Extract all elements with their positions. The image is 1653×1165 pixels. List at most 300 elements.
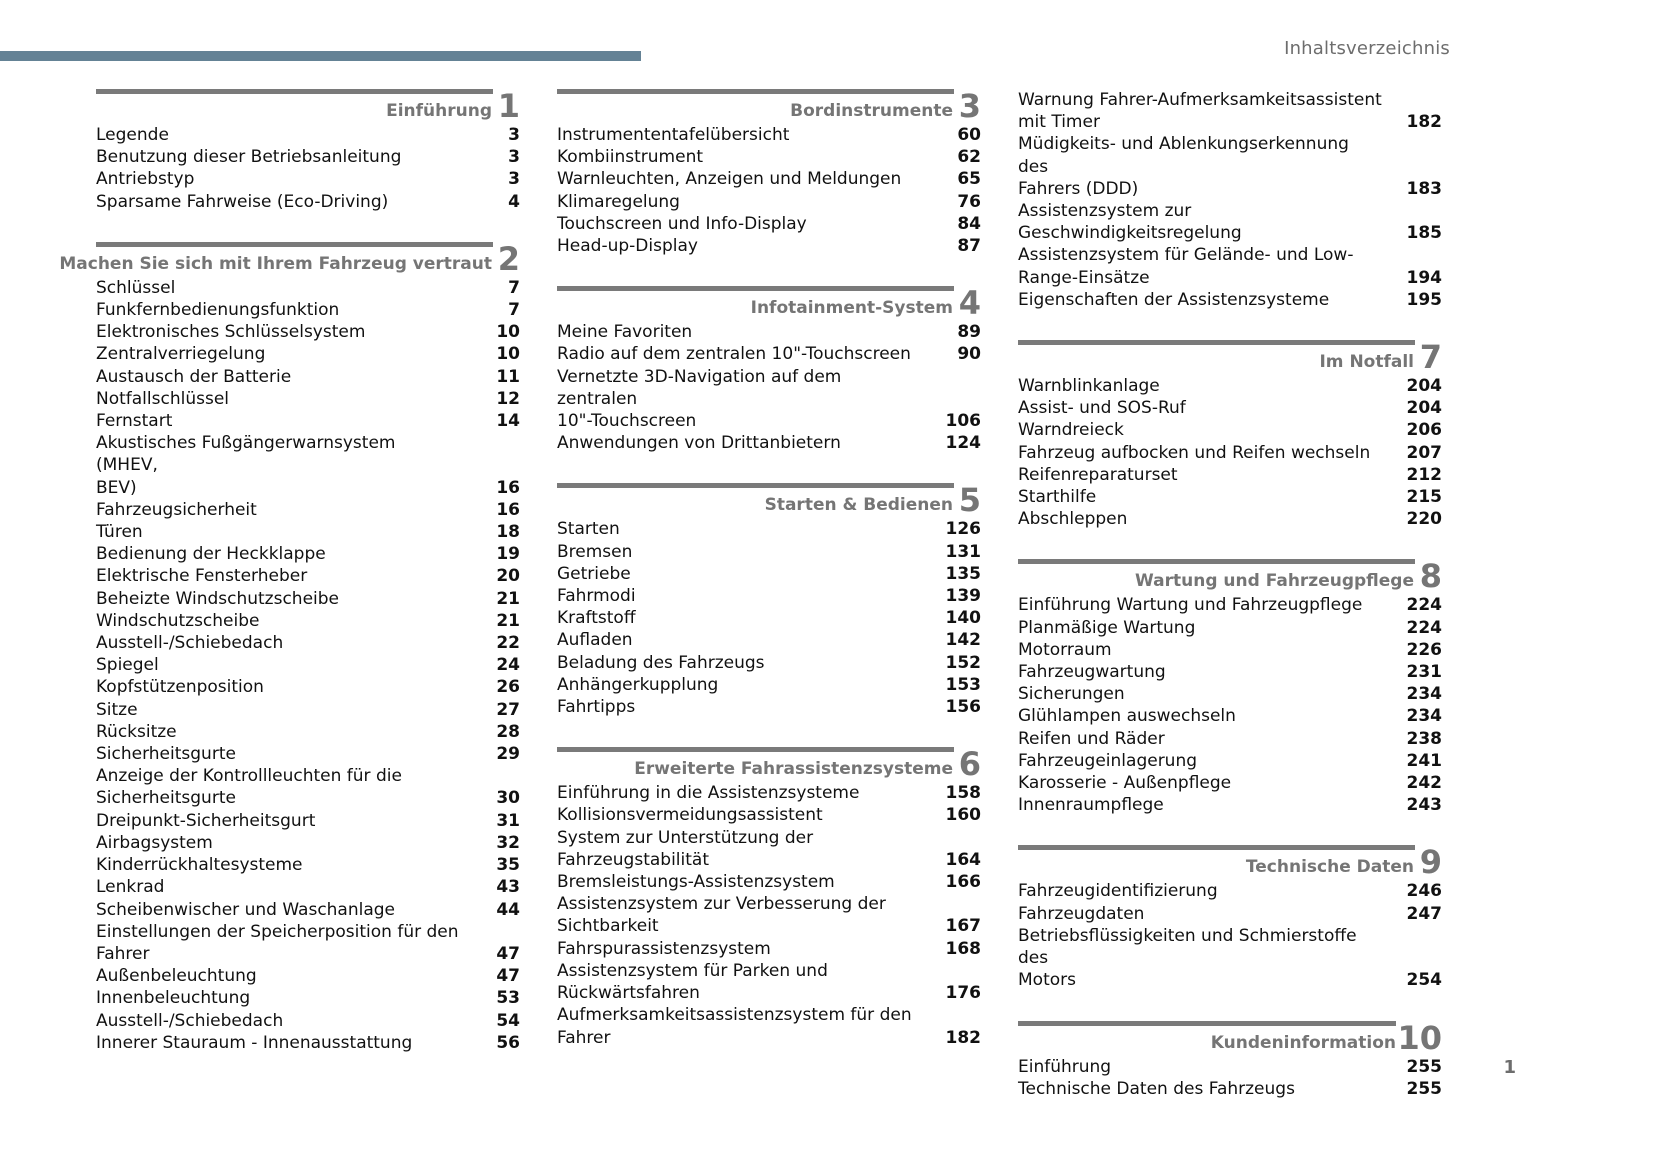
toc-entry[interactable]	[96, 676, 520, 698]
toc-entry-page: 158	[945, 783, 981, 804]
section-divider	[557, 286, 954, 291]
toc-entry-page: 62	[957, 147, 981, 168]
toc-entry-title: Fahrzeugeinlagerung	[1018, 750, 1198, 771]
toc-entry[interactable]	[1018, 750, 1442, 772]
toc-entry[interactable]	[96, 832, 520, 854]
toc-entry-title-line: Akustisches Fußgängerwarnsystem (MHEV,	[96, 433, 396, 476]
chapter-number: 7	[1419, 338, 1442, 377]
toc-entry-title: Scheibenwischer und Waschanlage	[96, 899, 396, 920]
toc-entry[interactable]	[557, 629, 981, 651]
toc-entry-title-line: Geschwindigkeitsregelung	[1018, 223, 1242, 244]
toc-entry-title-line: Assistenzsystem für Gelände- und Low-	[1018, 245, 1354, 266]
toc-entry[interactable]	[1018, 903, 1442, 925]
toc-column-2	[557, 89, 981, 1078]
toc-entry-page: 28	[496, 721, 520, 742]
toc-entry-page: 254	[1406, 970, 1442, 991]
section-header[interactable]	[96, 89, 520, 124]
toc-entry-title: Notfallschlüssel	[96, 388, 230, 409]
toc-entry-title: Warnleuchten, Anzeigen und Meldungen	[557, 169, 902, 190]
toc-entry-page: 65	[957, 169, 981, 190]
section-title: Einführung	[386, 101, 492, 121]
toc-entry-title: Radio auf dem zentralen 10"-Touchscreen	[557, 344, 911, 365]
toc-entry[interactable]	[557, 871, 981, 893]
toc-entry[interactable]	[1018, 639, 1442, 661]
toc-entry-title-line: Fahrer	[96, 943, 150, 964]
toc-entry[interactable]	[1018, 419, 1442, 441]
toc-entry[interactable]	[557, 782, 981, 804]
toc-entry[interactable]	[1018, 880, 1442, 902]
toc-entry[interactable]	[96, 765, 520, 809]
toc-entry[interactable]	[1018, 133, 1442, 200]
toc-entry-title: Bremsen	[557, 541, 633, 562]
section-header[interactable]	[557, 747, 981, 782]
toc-entry[interactable]	[96, 366, 520, 388]
toc-entry-page: 206	[1406, 420, 1442, 441]
toc-entry-page: 215	[1406, 487, 1442, 508]
toc-entry-title: Bedienung der Heckklappe	[96, 544, 326, 565]
toc-entry[interactable]	[96, 699, 520, 721]
toc-entry-page: 22	[496, 633, 520, 654]
section-divider	[1018, 845, 1415, 850]
toc-entry[interactable]	[96, 1032, 520, 1054]
toc-entry[interactable]	[96, 1010, 520, 1032]
toc-section	[557, 747, 981, 1048]
chapter-number: 1	[497, 87, 520, 125]
toc-entry-title: Head-up-Display	[557, 236, 698, 257]
toc-entry-title: Warnblinkanlage	[1018, 376, 1160, 397]
toc-entry-title: Türen	[96, 522, 143, 543]
toc-entry-page: 182	[1406, 112, 1442, 133]
toc-entry-title: Rücksitze	[96, 721, 177, 742]
toc-entry-page: 182	[945, 1027, 981, 1048]
toc-entry-page: 20	[496, 566, 520, 587]
toc-entry-page: 224	[1406, 617, 1442, 638]
toc-entry-title-line: Assistenzsystem zur Verbesserung der	[557, 894, 886, 915]
toc-entry[interactable]	[96, 543, 520, 565]
toc-entry-title: Innenraumpflege	[1018, 795, 1164, 816]
toc-entry-page: 166	[945, 872, 981, 893]
section-header[interactable]	[557, 89, 981, 124]
toc-entry-page: 220	[1406, 509, 1442, 530]
toc-entry-page: 84	[957, 213, 981, 234]
toc-entry[interactable]	[96, 810, 520, 832]
toc-entry[interactable]	[96, 854, 520, 876]
chapter-number: 2	[497, 239, 520, 278]
toc-entry-title-line: Sichtbarkeit	[557, 916, 659, 937]
toc-entry[interactable]	[557, 235, 981, 257]
chapter-number: 8	[1419, 557, 1442, 596]
toc-entry-title-line: Assistenzsystem für Parken und	[557, 960, 828, 981]
toc-entry-title: Aufladen	[557, 630, 633, 651]
section-title: Starten & Bedienen	[764, 495, 953, 516]
toc-entry[interactable]	[96, 299, 520, 321]
toc-entry[interactable]	[1018, 683, 1442, 705]
toc-entry[interactable]	[1018, 375, 1442, 397]
toc-entry-title: Kombiinstrument	[557, 147, 704, 168]
toc-entry-title: Sitze	[96, 699, 138, 720]
toc-entry[interactable]	[557, 607, 981, 629]
toc-entry-page: 3	[508, 125, 520, 145]
toc-entry-title-line: Aufmerksamkeitsassistenzsystem für den	[557, 1005, 912, 1026]
toc-entry-page: 140	[945, 608, 981, 629]
toc-entry[interactable]	[96, 410, 520, 432]
toc-entry-page: 185	[1406, 223, 1442, 244]
toc-entry[interactable]	[96, 899, 520, 921]
toc-section	[59, 239, 520, 1054]
toc-entry[interactable]	[557, 213, 981, 235]
toc-entry-title-line: Müdigkeits- und Ablenkungserkennung des	[1018, 134, 1349, 177]
toc-entry[interactable]	[1018, 794, 1442, 816]
toc-entry-page: 195	[1406, 289, 1442, 310]
toc-entry[interactable]	[1018, 508, 1442, 530]
toc-entry-title-line: Fahrer	[557, 1027, 611, 1048]
toc-entry[interactable]	[557, 563, 981, 585]
toc-entry-page: 204	[1406, 376, 1442, 397]
toc-entry-page: 246	[1406, 881, 1442, 902]
section-divider	[1018, 1021, 1396, 1026]
chapter-number: 10	[1397, 1018, 1442, 1057]
toc-entry[interactable]	[96, 987, 520, 1009]
section-title: Machen Sie sich mit Ihrem Fahrzeug vertraut	[59, 253, 492, 274]
toc-entry-page: 131	[945, 541, 981, 562]
toc-entry[interactable]	[96, 654, 520, 676]
toc-entry-title: Meine Favoriten	[557, 322, 693, 343]
toc-entry[interactable]	[1018, 464, 1442, 486]
toc-entry[interactable]	[96, 876, 520, 898]
toc-entry-title-line: Rückwärtsfahren	[557, 983, 700, 1004]
toc-entry[interactable]	[557, 541, 981, 563]
toc-entry[interactable]	[96, 521, 520, 543]
toc-section	[1018, 1018, 1442, 1100]
chapter-number: 3	[958, 87, 981, 125]
toc-entry[interactable]	[96, 965, 520, 987]
section-header[interactable]	[1018, 340, 1442, 375]
toc-entry-title: Fahrzeugidentifizierung	[1018, 881, 1218, 902]
header-accent-band	[0, 51, 641, 61]
toc-entry-page: 35	[496, 855, 520, 876]
toc-entry-title: Reifen und Räder	[1018, 728, 1165, 749]
toc-entry-title: Kopfstützenposition	[96, 677, 264, 698]
toc-entry-page: 135	[945, 563, 981, 584]
toc-entry-title: Benutzung dieser Betriebsanleitung	[96, 147, 402, 168]
toc-entry[interactable]	[1018, 397, 1442, 419]
toc-entry-page: 204	[1406, 398, 1442, 419]
toc-entry-page: 183	[1406, 178, 1442, 199]
toc-entry-title: Ausstell-/Schiebedach	[96, 1010, 284, 1031]
toc-entry[interactable]	[557, 168, 981, 190]
toc-entry-page: 7	[508, 277, 520, 298]
toc-entry-page: 164	[945, 849, 981, 870]
toc-entry-page: 10	[496, 344, 520, 365]
toc-section	[1018, 340, 1442, 530]
toc-entry-title: Assist- und SOS-Ruf	[1018, 398, 1186, 419]
toc-entry-page: 90	[957, 344, 981, 365]
toc-entry-page: 87	[957, 236, 981, 257]
toc-entry[interactable]	[1018, 289, 1442, 311]
toc-entry-page: 124	[945, 433, 981, 454]
toc-entry-title: Funkfernbedienungsfunktion	[96, 300, 340, 321]
toc-entry[interactable]	[96, 921, 520, 965]
toc-entry-title: Fahrtipps	[557, 697, 636, 718]
toc-entry-page: 176	[945, 983, 981, 1004]
toc-entry[interactable]	[1018, 442, 1442, 464]
toc-entry-page: 76	[957, 191, 981, 212]
toc-entry[interactable]	[96, 388, 520, 410]
toc-entry[interactable]	[557, 321, 981, 343]
toc-entry-page: 16	[496, 477, 520, 498]
toc-entry-title-line: Sicherheitsgurte	[96, 788, 236, 809]
toc-entry[interactable]	[557, 343, 981, 365]
toc-entry-page: 224	[1406, 595, 1442, 616]
toc-entry-title: Fahrzeugsicherheit	[96, 499, 257, 520]
section-divider	[96, 242, 493, 247]
toc-entry-title: Starthilfe	[1018, 487, 1097, 508]
toc-entry-page: 47	[496, 943, 520, 964]
toc-section	[96, 89, 520, 213]
toc-entry-title: Instrumententafelübersicht	[557, 125, 790, 145]
toc-entry-page: 89	[957, 322, 981, 343]
toc-entry[interactable]	[1018, 705, 1442, 727]
toc-entry-title: Sicherheitsgurte	[96, 744, 236, 765]
toc-entry[interactable]	[1018, 728, 1442, 750]
toc-entry[interactable]	[96, 721, 520, 743]
toc-entry-page: 21	[496, 588, 520, 609]
toc-entry-page: 30	[496, 788, 520, 809]
toc-entry[interactable]	[1018, 925, 1442, 992]
toc-entry[interactable]	[1018, 244, 1442, 288]
section-divider	[1018, 340, 1415, 345]
toc-entry-page: 139	[945, 586, 981, 607]
toc-entry[interactable]	[557, 518, 981, 540]
toc-entry-title-line: Range-Einsätze	[1018, 267, 1150, 288]
toc-entry[interactable]	[557, 146, 981, 168]
toc-entry-title: Legende	[96, 125, 169, 145]
toc-entry-title: Innerer Stauraum - Innenausstattung	[96, 1032, 413, 1053]
toc-entry[interactable]	[1018, 661, 1442, 683]
toc-entry[interactable]	[557, 696, 981, 718]
section-divider	[1018, 559, 1415, 564]
toc-entry-title: Anwendungen von Drittanbietern	[557, 433, 841, 454]
toc-entry-title: Abschleppen	[1018, 509, 1128, 530]
toc-entry-page: 10	[496, 322, 520, 343]
toc-entry-page: 207	[1406, 442, 1442, 463]
toc-entry-title: Austausch der Batterie	[96, 366, 292, 387]
toc-entry[interactable]	[557, 893, 981, 937]
toc-entry-page: 106	[945, 411, 981, 432]
toc-entry-title: Motorraum	[1018, 639, 1112, 660]
toc-entry-title: Karosserie - Außenpflege	[1018, 773, 1232, 794]
toc-entry-page: 152	[945, 652, 981, 673]
toc-entry[interactable]	[1018, 1056, 1442, 1078]
toc-entry-title-line: Motors	[1018, 970, 1076, 991]
toc-entry-title: Starten	[557, 519, 620, 540]
section-title: Technische Daten	[1245, 857, 1414, 878]
toc-entry-title: Fahrzeug aufbocken und Reifen wechseln	[1018, 442, 1371, 463]
toc-entry-page: 194	[1406, 267, 1442, 288]
toc-entry[interactable]	[96, 124, 520, 146]
toc-entry-title: Glühlampen auswechseln	[1018, 706, 1236, 727]
toc-entry-page: 19	[496, 544, 520, 565]
section-header[interactable]	[1018, 1018, 1442, 1057]
toc-entry-title: Fahrmodi	[557, 586, 636, 607]
toc-entry-page: 247	[1406, 903, 1442, 924]
toc-entry-title: Eigenschaften der Assistenzsysteme	[1018, 289, 1330, 310]
toc-entry-page: 234	[1406, 684, 1442, 705]
section-title: Bordinstrumente	[790, 101, 953, 121]
toc-entry-title: Windschutzscheibe	[96, 610, 260, 631]
toc-entry-title: Klimaregelung	[557, 191, 680, 212]
section-header[interactable]	[1018, 845, 1442, 880]
toc-entry-page: 3	[508, 169, 520, 190]
section-title: Wartung und Fahrzeugpflege	[1135, 571, 1414, 592]
section-divider	[557, 89, 954, 94]
toc-entry-title: Zentralverriegelung	[96, 344, 266, 365]
toc-entry-title-line: Fahrers (DDD)	[1018, 178, 1139, 199]
toc-entry[interactable]	[557, 960, 981, 1004]
toc-entry[interactable]	[96, 191, 520, 213]
toc-entry[interactable]	[96, 168, 520, 190]
toc-entry[interactable]	[1018, 594, 1442, 616]
toc-entry-title-line: BEV)	[96, 477, 137, 498]
toc-entry-title: Warndreieck	[1018, 420, 1124, 441]
toc-entry-page: 238	[1406, 728, 1442, 749]
chapter-number: 5	[958, 481, 981, 520]
toc-entry-title: Elektronisches Schlüsselsystem	[96, 322, 366, 343]
section-title: Erweiterte Fahrassistenzsysteme	[634, 759, 953, 780]
toc-entry-page: 31	[496, 810, 520, 831]
toc-entry[interactable]	[96, 632, 520, 654]
section-header[interactable]	[557, 286, 981, 321]
toc-entry-title: Technische Daten des Fahrzeugs	[1018, 1078, 1295, 1099]
toc-entry[interactable]	[1018, 1078, 1442, 1100]
section-header[interactable]	[1018, 559, 1442, 594]
toc-entry-page: 16	[496, 499, 520, 520]
toc-entry[interactable]	[96, 432, 520, 499]
toc-entry-page: 32	[496, 832, 520, 853]
toc-entry-page: 241	[1406, 750, 1442, 771]
toc-entry[interactable]	[96, 610, 520, 632]
page-heading: Inhaltsverzeichnis	[1284, 38, 1450, 59]
toc-entry-page: 212	[1406, 464, 1442, 485]
toc-entry[interactable]	[557, 366, 981, 433]
toc-entry[interactable]	[1018, 89, 1442, 133]
toc-entry[interactable]	[557, 827, 981, 871]
toc-entry[interactable]	[96, 565, 520, 587]
section-header[interactable]	[557, 483, 981, 518]
toc-entry-title-line: Vernetzte 3D-Navigation auf dem zentralen	[557, 366, 842, 409]
toc-entry-title: Fahrzeugwartung	[1018, 662, 1166, 683]
toc-entry-title: Bremsleistungs-Assistenzsystem	[557, 872, 835, 893]
toc-entry[interactable]	[1018, 772, 1442, 794]
toc-section	[557, 286, 981, 454]
toc-entry-title: Fernstart	[96, 411, 173, 432]
toc-entry-title: Schlüssel	[96, 277, 176, 298]
toc-entry-title: Beladung des Fahrzeugs	[557, 652, 765, 673]
toc-entry[interactable]	[557, 938, 981, 960]
section-divider	[557, 747, 954, 752]
section-title: Kundeninformation	[1210, 1032, 1396, 1053]
toc-entry-title-line: Assistenzsystem zur	[1018, 201, 1192, 222]
toc-entry-title-line: mit Timer	[1018, 112, 1100, 133]
toc-entry-page: 53	[496, 988, 520, 1009]
toc-entry-title: Airbagsystem	[96, 832, 213, 853]
toc-entry[interactable]	[557, 432, 981, 454]
toc-entry[interactable]	[557, 1004, 981, 1048]
toc-entry-page: 54	[496, 1010, 520, 1031]
toc-entry[interactable]	[557, 804, 981, 826]
toc-entry-page: 167	[945, 916, 981, 937]
toc-entry-page: 21	[496, 610, 520, 631]
toc-section	[1018, 845, 1442, 991]
toc-entry-page: 234	[1406, 706, 1442, 727]
toc-entry-page: 7	[508, 300, 520, 321]
toc-entry-title: Einführung Wartung und Fahrzeugpflege	[1018, 595, 1363, 616]
chapter-number: 6	[958, 745, 981, 784]
toc-entry-page: 29	[496, 744, 520, 765]
toc-entry[interactable]	[96, 499, 520, 521]
toc-entry-title: Sicherungen	[1018, 684, 1125, 705]
toc-entry[interactable]	[96, 343, 520, 365]
toc-entry-title-line: 10"-Touchscreen	[557, 411, 697, 432]
chapter-number: 9	[1419, 843, 1442, 882]
section-divider	[96, 89, 493, 94]
toc-entry[interactable]	[96, 277, 520, 299]
toc-entry[interactable]	[1018, 200, 1442, 244]
toc-entry-page: 18	[496, 522, 520, 543]
toc-entry-title: Dreipunkt-Sicherheitsgurt	[96, 810, 316, 831]
toc-entry-page: 26	[496, 677, 520, 698]
toc-entry[interactable]	[96, 588, 520, 610]
toc-entry-page: 255	[1406, 1056, 1442, 1077]
toc-entry-title: Fahrspurassistenzsystem	[557, 938, 771, 959]
toc-entry-title: Kinderrückhaltesysteme	[96, 855, 303, 876]
toc-entry-title: Elektrische Fensterheber	[96, 566, 308, 587]
toc-entry[interactable]	[557, 652, 981, 674]
toc-entry-title: Innenbeleuchtung	[96, 988, 251, 1009]
toc-entry[interactable]	[1018, 486, 1442, 508]
toc-column-3	[1018, 89, 1442, 1129]
toc-entry-title: Sparsame Fahrweise (Eco-Driving)	[96, 191, 389, 212]
toc-entry[interactable]	[557, 674, 981, 696]
toc-entry[interactable]	[557, 585, 981, 607]
toc-entry[interactable]	[1018, 617, 1442, 639]
toc-entry[interactable]	[557, 124, 981, 146]
toc-entry[interactable]	[96, 146, 520, 168]
toc-entry-page: 27	[496, 699, 520, 720]
toc-entry-page: 44	[496, 899, 520, 920]
toc-entry-title: Lenkrad	[96, 877, 165, 898]
toc-entry-page: 226	[1406, 639, 1442, 660]
chapter-number: 4	[958, 284, 981, 323]
toc-entry-title-line: Fahrzeugstabilität	[557, 849, 709, 870]
section-header[interactable]	[59, 239, 520, 278]
toc-entry-page: 60	[957, 125, 981, 145]
toc-column-1	[59, 87, 520, 1083]
toc-entry-page: 126	[945, 519, 981, 540]
toc-entry-title: Reifenreparaturset	[1018, 464, 1178, 485]
section-divider	[557, 483, 954, 488]
toc-entry-page: 255	[1406, 1078, 1442, 1099]
toc-entry[interactable]	[96, 743, 520, 765]
toc-continuation	[1018, 89, 1442, 311]
toc-entry-page: 156	[945, 697, 981, 718]
toc-entry-title-line: Einstellungen der Speicherposition für den	[96, 921, 459, 942]
toc-entry-page: 4	[508, 191, 520, 212]
toc-entry-page: 56	[496, 1032, 520, 1053]
toc-entry[interactable]	[557, 191, 981, 213]
toc-entry[interactable]	[96, 321, 520, 343]
toc-entry-title-line: Betriebsflüssigkeiten und Schmierstoffe des	[1018, 925, 1357, 969]
